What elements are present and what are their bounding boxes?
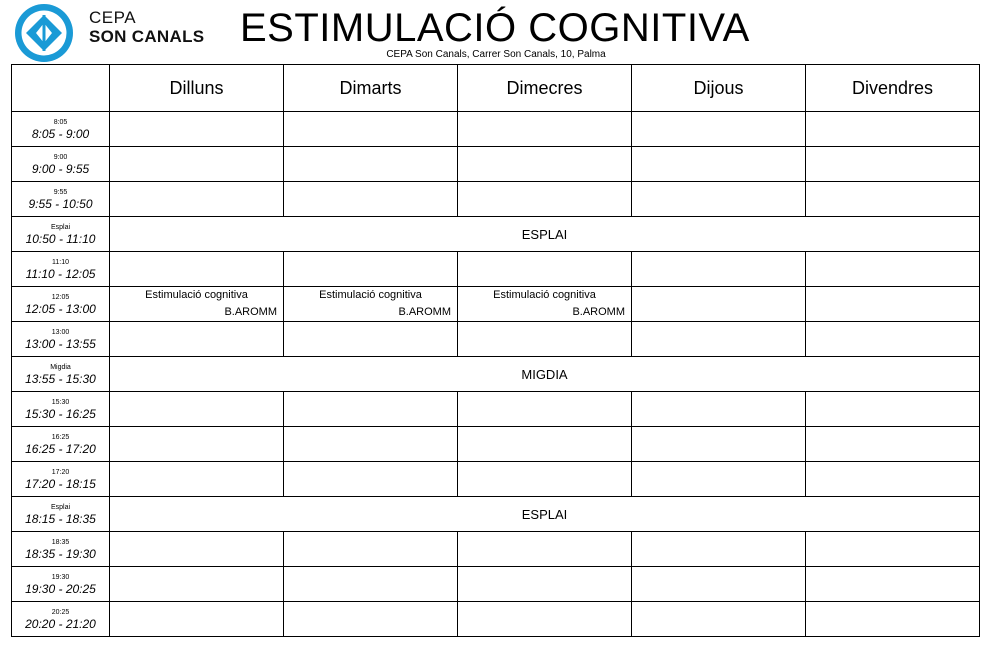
time-start-label: Migdia (50, 363, 71, 371)
time-range-label: 9:55 - 10:50 (28, 196, 93, 211)
schedule-cell (110, 532, 284, 567)
schedule-cell (458, 147, 632, 182)
schedule-row (12, 357, 980, 392)
schedule-cell (110, 182, 284, 217)
schedule-cell (632, 602, 806, 637)
schedule-cell (110, 427, 284, 462)
schedule-cell (806, 602, 980, 637)
time-start-label: 9:00 (53, 153, 68, 161)
schedule-cell (284, 567, 458, 602)
time-start-label: 15:30 (51, 398, 70, 406)
schedule-row (12, 532, 980, 567)
time-start-label: 8:05 (53, 118, 68, 126)
time-range-label: 9:00 - 9:55 (31, 161, 90, 176)
class-room: B.AROMM (398, 306, 451, 318)
schedule-cell (632, 392, 806, 427)
day-header: Dilluns (110, 65, 284, 112)
time-range-label: 13:55 - 15:30 (25, 371, 96, 386)
schedule-row (12, 567, 980, 602)
time-start-label: 20:25 (51, 608, 70, 616)
time-start-label: 17:20 (51, 468, 70, 476)
schedule-cell (458, 112, 632, 147)
time-cell (12, 462, 110, 497)
class-name: Estimulació cognitiva (493, 289, 596, 301)
schedule-cell (284, 112, 458, 147)
time-cell (12, 147, 110, 182)
schedule-cell (458, 602, 632, 637)
time-start-label: 19:30 (51, 573, 70, 581)
schedule-table (11, 64, 980, 637)
schedule-cell (632, 182, 806, 217)
time-start-label: 16:25 (51, 433, 70, 441)
schedule-cell (284, 182, 458, 217)
schedule-cell (632, 532, 806, 567)
class-name: Estimulació cognitiva (145, 289, 248, 301)
time-cell (12, 252, 110, 287)
schedule-row (12, 147, 980, 182)
schedule-cell (110, 602, 284, 637)
time-cell (12, 322, 110, 357)
schedule-cell (458, 322, 632, 357)
time-cell (12, 357, 110, 392)
schedule-row (12, 497, 980, 532)
schedule-row (12, 252, 980, 287)
logo-line-2: SON CANALS (89, 27, 205, 46)
time-range-label: 18:15 - 18:35 (25, 511, 96, 526)
time-range-label: 15:30 - 16:25 (25, 406, 96, 421)
schedule-cell (806, 532, 980, 567)
day-header: Divendres (806, 65, 980, 112)
schedule-cell (284, 147, 458, 182)
schedule-cell (458, 567, 632, 602)
class-room: B.AROMM (572, 306, 625, 318)
schedule-cell (458, 392, 632, 427)
time-cell (12, 287, 110, 322)
time-cell (12, 497, 110, 532)
break-cell: ESPLAI (110, 217, 980, 252)
schedule-cell (806, 322, 980, 357)
schedule-cell (806, 287, 980, 322)
schedule-cell (284, 287, 458, 322)
schedule-cell (806, 392, 980, 427)
time-cell (12, 602, 110, 637)
time-range-label: 8:05 - 9:00 (31, 126, 90, 141)
time-range-label: 12:05 - 13:00 (25, 301, 96, 316)
time-start-label: 9:55 (53, 188, 68, 196)
schedule-row (12, 287, 980, 322)
day-header: Dimecres (458, 65, 632, 112)
schedule-cell (284, 602, 458, 637)
schedule-row (12, 602, 980, 637)
time-range-label: 20:20 - 21:20 (25, 616, 96, 631)
schedule-row (12, 112, 980, 147)
time-start-label: 13:00 (51, 328, 70, 336)
schedule-cell (458, 182, 632, 217)
schedule-cell (632, 427, 806, 462)
schedule-cell (806, 252, 980, 287)
schedule-cell (632, 112, 806, 147)
time-start-label: 11:10 (52, 258, 69, 266)
schedule-cell (806, 427, 980, 462)
schedule-cell (458, 427, 632, 462)
schedule-cell (458, 462, 632, 497)
schedule-cell (110, 287, 284, 322)
schedule-cell (632, 287, 806, 322)
break-cell: MIGDIA (110, 357, 980, 392)
time-cell (12, 427, 110, 462)
corner-cell (12, 65, 110, 112)
time-start-label: 12:05 (51, 293, 70, 301)
time-start-label: 18:35 (51, 538, 70, 546)
class-name: Estimulació cognitiva (319, 289, 422, 301)
schedule-cell (110, 112, 284, 147)
logo-line-1: CEPA (89, 8, 137, 27)
page-subtitle: CEPA Son Canals, Carrer Son Canals, 10, Palma (386, 49, 606, 60)
schedule-cell (632, 462, 806, 497)
schedule-cell (806, 147, 980, 182)
time-start-label: Esplai (50, 503, 71, 511)
time-cell (12, 182, 110, 217)
time-range-label: 19:30 - 20:25 (25, 581, 96, 596)
time-cell (12, 217, 110, 252)
schedule-cell (284, 322, 458, 357)
time-range-label: 10:50 - 11:10 (25, 231, 96, 246)
schedule-cell (110, 322, 284, 357)
schedule-cell (806, 567, 980, 602)
schedule-cell (632, 147, 806, 182)
schedule-cell (284, 532, 458, 567)
schedule-cell (110, 392, 284, 427)
time-range-label: 11:10 - 12:05 (25, 266, 96, 281)
page-title: ESTIMULACIÓ COGNITIVA (240, 6, 750, 50)
time-range-label: 13:00 - 13:55 (25, 336, 96, 351)
break-cell: ESPLAI (110, 497, 980, 532)
schedule-cell (110, 147, 284, 182)
time-cell (12, 112, 110, 147)
schedule-row (12, 462, 980, 497)
time-range-label: 17:20 - 18:15 (25, 476, 96, 491)
schedule-cell (632, 322, 806, 357)
time-start-label: Esplai (50, 223, 71, 231)
schedule-row (12, 427, 980, 462)
schedule-row (12, 217, 980, 252)
schedule-cell (284, 252, 458, 287)
schedule-cell (110, 462, 284, 497)
time-range-label: 18:35 - 19:30 (25, 546, 96, 561)
day-header: Dijous (632, 65, 806, 112)
schedule-cell (284, 462, 458, 497)
schedule-cell (458, 287, 632, 322)
schedule-cell (806, 112, 980, 147)
schedule-cell (110, 567, 284, 602)
schedule-cell (632, 567, 806, 602)
day-header: Dimarts (284, 65, 458, 112)
class-room: B.AROMM (224, 306, 277, 318)
schedule-cell (806, 182, 980, 217)
header-row (12, 65, 980, 112)
schedule-row (12, 322, 980, 357)
schedule-cell (284, 392, 458, 427)
schedule-cell (458, 252, 632, 287)
time-cell (12, 567, 110, 602)
schedule-cell (458, 532, 632, 567)
schedule-row (12, 392, 980, 427)
schedule-cell (806, 462, 980, 497)
schedule-cell (632, 252, 806, 287)
time-range-label: 16:25 - 17:20 (25, 441, 96, 456)
schedule-cell (284, 427, 458, 462)
schedule-row (12, 182, 980, 217)
schedule-cell (110, 252, 284, 287)
time-cell (12, 392, 110, 427)
time-cell (12, 532, 110, 567)
